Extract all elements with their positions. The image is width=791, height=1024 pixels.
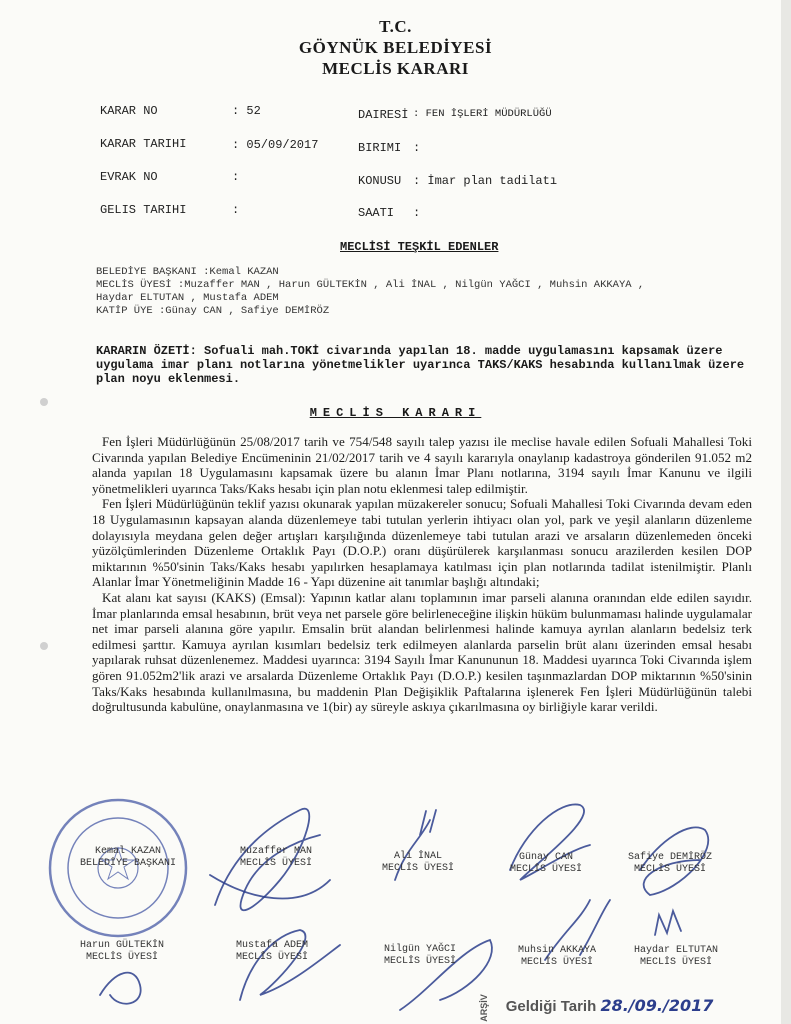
signature-block [384, 944, 456, 968]
signer-title: MECLİS ÜYESİ [86, 952, 159, 963]
konusu-value: : İmar plan tadilatı [413, 174, 558, 188]
signer-title: MECLİS ÜYESİ [240, 858, 313, 869]
signer-name: Günay CAN [519, 852, 574, 863]
dairesi-label: DAIRESİ [358, 108, 409, 122]
members-line: BELEDİYE BAŞKANI :Kemal KAZAN [96, 266, 279, 278]
gelis-tarihi-value: : [232, 203, 240, 217]
konusu-label: KONUSU [358, 174, 402, 188]
signer-title: MECLİS ÜYESİ [634, 864, 707, 875]
signature-block [518, 945, 596, 969]
karar-no-value: : 52 [232, 104, 261, 118]
stamp-side-label: ARŞİV [478, 994, 489, 1022]
members-line: MECLİS ÜYESİ :Muzaffer MAN , Harun GÜLTEKİN , Ali İNAL , Nilgün YAĞCI , Muhsin AKKAYA , [96, 279, 645, 291]
signature-block [634, 945, 718, 969]
dairesi-value: : FEN İŞLERİ MÜDÜRLÜĞÜ [413, 108, 552, 120]
gelis-tarihi-label: GELIS TARIHI [100, 203, 187, 217]
header-municipality: GÖYNÜK BELEDİYESİ [298, 38, 493, 57]
body-paragraph: Fen İşleri Müdürlüğünün 25/08/2017 tarih ve 754/548 sayılı talep yazısı ile meclise havale edilen Sofuali Mahallesi Toki Civarında yapılan Belediye Encümeninin 21/02/2017 tarih ve 4 sayılı kararıyla onaylanıp kadastroya gönderilen 91.052 m2 alanda yapılan 18 Uygulamasını kapsamak üzere bu alanın İmar Planı notlarına, 3194 sayılı İmar Kanunu ve ilgili yönetmelikleri uyarınca Taks/Kaks hesabı için plan notu eklenmesi talep edilmiştir. [92, 434, 752, 496]
birimi-label: BIRIMI [358, 141, 402, 155]
saati-label: SAATI [358, 206, 395, 220]
signer-title: MECLİS ÜYESİ [510, 864, 583, 875]
signer-name: Muhsin AKKAYA [518, 945, 597, 956]
signer-title: MECLİS ÜYESİ [384, 956, 457, 967]
karar-tarihi-value: : 05/09/2017 [232, 138, 319, 152]
decision-title: MECLİS KARARI [309, 406, 482, 420]
signer-name: Haydar ELTUTAN [634, 945, 719, 956]
header-decision: MECLİS KARARI [322, 59, 469, 78]
body-paragraph: Kat alanı kat sayısı (KAKS) (Emsal): Yapının katlar alanı toplamının imar parseli alanına oranından elde edilen sayıdır. İmar planlarında emsal hesabının, brüt veya net parsele göre belirleneceğine ilişkin hüküm bulunmaması halinde uygulamalar net imar parseli alanına göre yapılır. Emsalin brüt alandan belirlenmesi halinde kamuya ayrılan alanların bedelsiz terk edilmesi şarttır. Kamuya ayrılan kısımları bedelsiz terk edilmeyen alanlarda parselin brüt alanı üzerinden emsal hesabı yapılarak ruhsat düzenlenemez. Maddesi uyarınca: 3194 Sayılı İmar Kanununun 18. Maddesi uyarınca Toki Civarında işlem gören 91.052m2'lik arazi ve arsalarda Düzenleme Ortaklık Payı (D.O.P.) kesilen taşınmazlardan DOP miktarının %50'sinin Taks/Kaks hesabında kullanılmasına, bu maddenin Plan Değişiklik Paftalarına işlenerek Fen İşleri Müdürlüğünün talebi doğrultusunda kabulüne, onaylanmasına ve 1(bir) ay süreyle askıya çıkarılmasına oy birliğiyle karar verildi. [92, 589, 752, 715]
signature-block [240, 846, 312, 870]
body-paragraph: Fen İşleri Müdürlüğünün teklif yazısı okunarak yapılan müzakereler sonucu; Sofuali Mahallesi Toki Civarında devam eden 18 Uygulamasının kapsayan alanda düzenlemeye tabi tutulan yerlerin ihtiyacı olan yol, park ve yeşil alanların düzenleme dolayısıyla meydana gelen değer artışları karşılığında düzenlemeye tabi tutulan arazi ve arsaların düzenlemeden önceki yüzölçümlerinden Düzenleme Ortaklık Payı (D.O.P.) oranı düşürülerek karşılanması sonucu arazilerden kesilen DOP miktarının %50'sinin Taks/Kaks hesabı yapılırken hesaplamaya katılması için plan notlarında tadilat istenilmiştir. Planlı Alanlar İmar Yönetmeliğinin Madde 16 - Yapı düzenine ait tanımlar başlığı altındaki; [92, 496, 752, 590]
evrak-no-label: EVRAK NO [100, 170, 158, 184]
signature-block [236, 940, 308, 964]
saati-value: : [413, 206, 421, 220]
signer-name: Safiye DEMİRÖZ [628, 852, 713, 863]
signature-block [628, 852, 712, 876]
signer-name: Muzaffer MAN [240, 846, 313, 857]
stamp-date: 28./09./2017 [600, 996, 714, 1015]
signer-name: Nilgün YAĞCI [384, 944, 457, 955]
signature-block [80, 940, 164, 964]
members-line: KATİP ÜYE :Günay CAN , Safiye DEMİRÖZ [96, 305, 330, 317]
evrak-no-value: : [232, 170, 240, 184]
decision-summary: KARARIN ÖZETİ: Sofuali mah.TOKİ civarında yapılan 18. madde uygulamasını kapsamak üzere uygulama imar planı notlarına yönetmelikler uyarınca TAKS/KAKS hesabında kullanılmak üzere plan noyu eklenmesi. [96, 344, 745, 386]
members-line: Haydar ELTUTAN , Mustafa ADEM [96, 292, 279, 304]
signer-title: MECLİS ÜYESİ [640, 957, 713, 968]
teskil-title: MECLİSİ TEŞKİL EDENLER [340, 240, 499, 254]
birimi-value: : [413, 141, 421, 155]
received-stamp [470, 994, 714, 1022]
signature-block [382, 851, 454, 875]
signer-title: MECLİS ÜYESİ [236, 952, 309, 963]
signer-name: Ali İNAL [394, 851, 443, 862]
karar-tarihi-label: KARAR TARIHI [100, 137, 187, 151]
header-tc: T.C. [379, 17, 412, 36]
signer-title: BELEDİYE BAŞKANI [80, 858, 177, 869]
signer-name: Harun GÜLTEKİN [80, 940, 165, 951]
karar-no-label: KARAR NO [100, 104, 158, 118]
signer-title: MECLİS ÜYESİ [382, 863, 455, 874]
signature-block [80, 846, 176, 870]
signature-block [510, 852, 582, 876]
stamp-label: Geldiği Tarih [505, 998, 597, 1015]
signer-name: Kemal KAZAN [95, 846, 162, 857]
signer-name: Mustafa ADEM [236, 940, 309, 951]
signer-title: MECLİS ÜYESİ [521, 957, 594, 968]
